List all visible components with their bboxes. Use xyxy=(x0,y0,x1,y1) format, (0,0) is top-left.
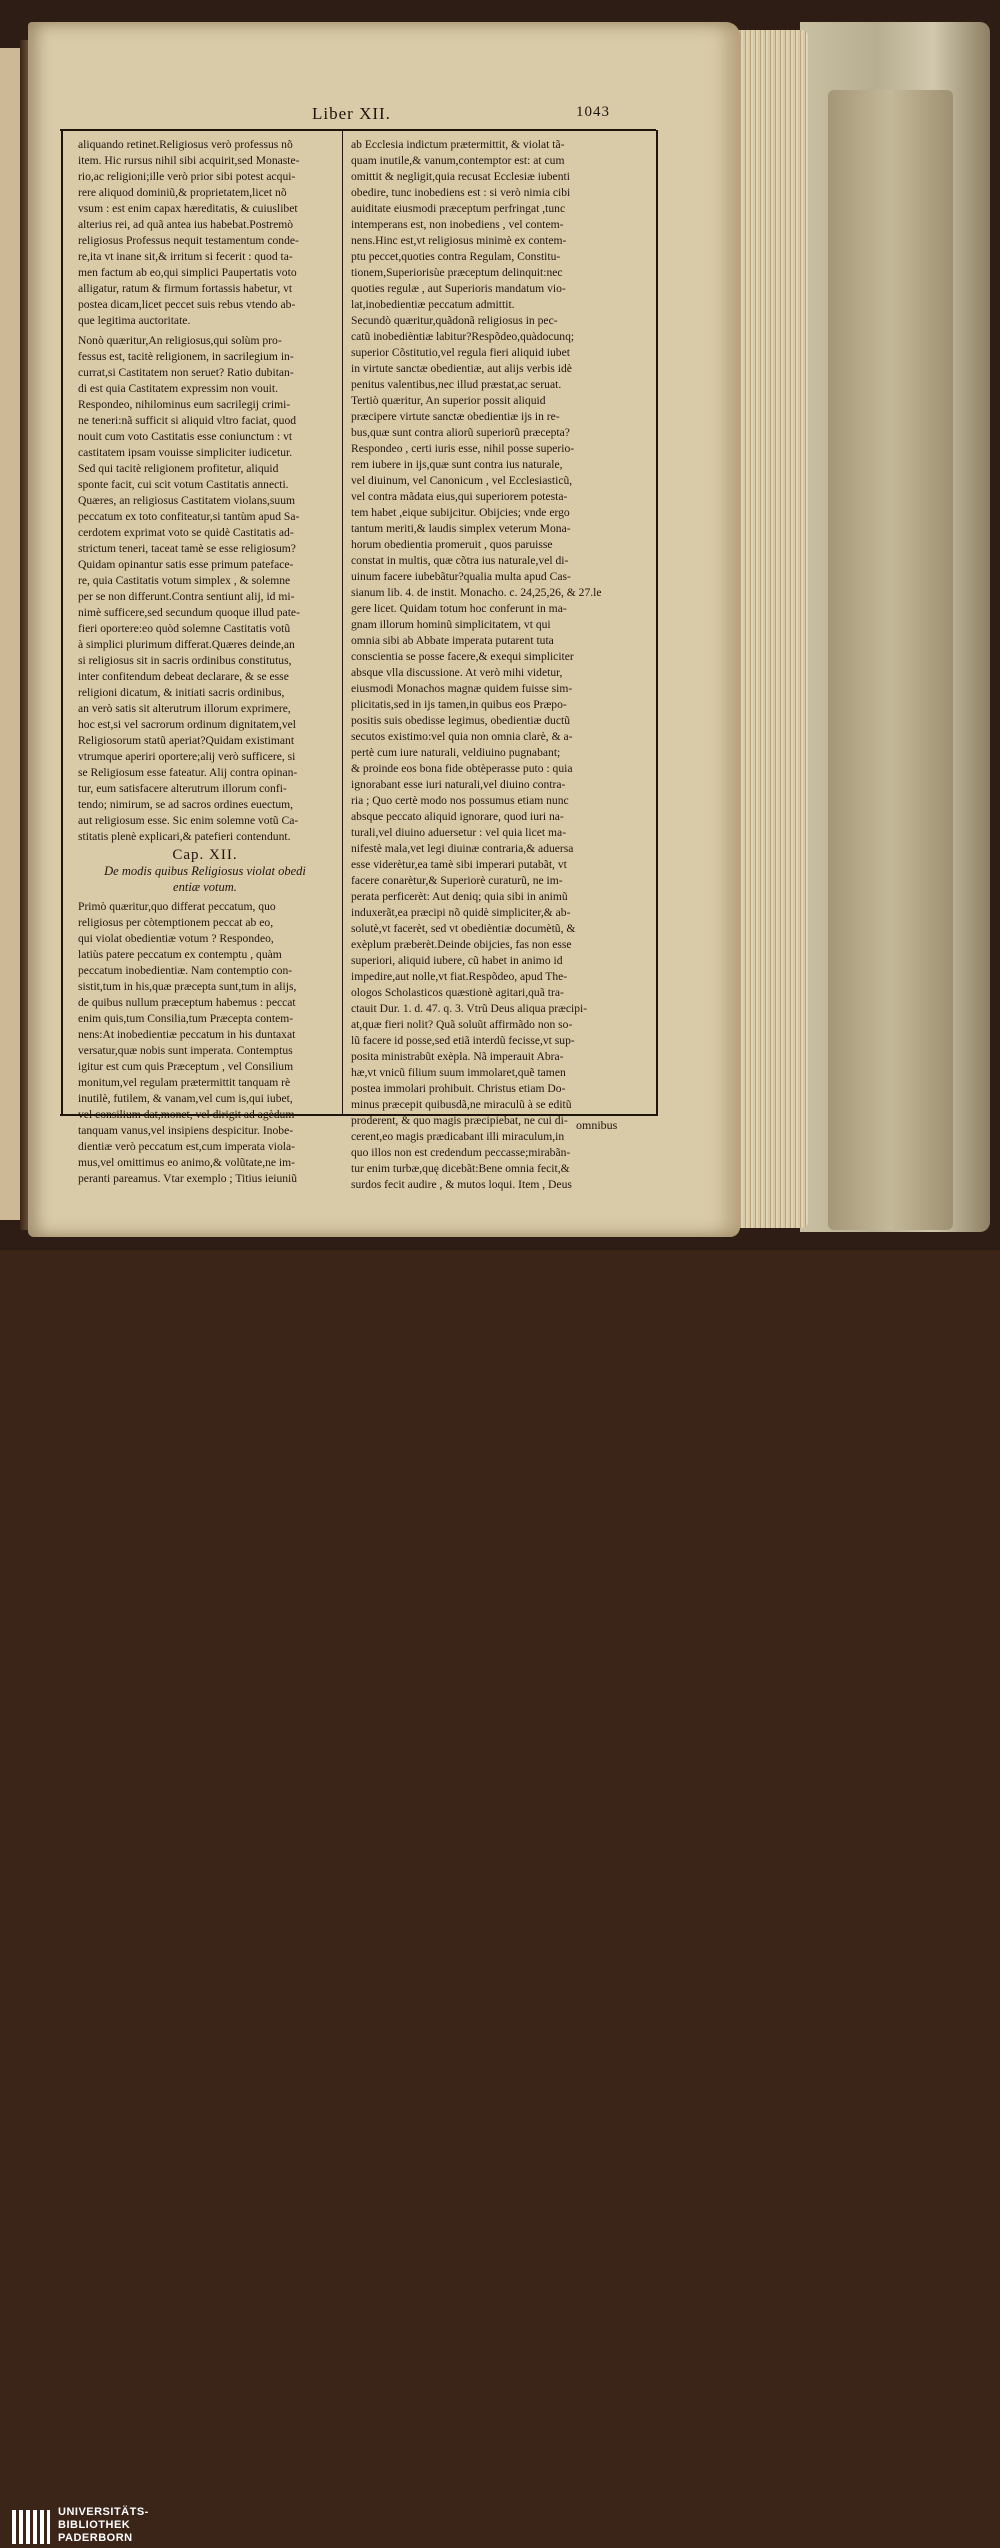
left-page-edge xyxy=(0,48,22,1220)
running-head: Liber XII. xyxy=(312,104,391,123)
paragraph: Tertiò quæritur, An superior possit aliquid præcipere virtute sanctæ obedientiæ ijs in re- bus,quæ sunt contra aliorũ superiorũ præcepta? Respondeo , certi iuris esse, nihil posse superio- rem iubere in ijs,quæ sunt contra ius naturale, vel diuinum, vel Canonicum , vel Ecclesiasticũ, vel contra mãdata eius,qui superiorem potesta- tem habet ,eique subijcitur. Obijcies; vnde ergo tantum meriti,& laudis simplex veterum Mona- horum obedientia promeruit , quos paruisse constat in multis, quæ cõtra ius naturale,vel di- uinum facere iubebãtur?qualia multa apud Cas- sianum lib. 4. de instit. Monacho. c. 24,25,26, & 27.le gere licet. Quidam totum hoc conferunt in ma- gnam illorum hominũ simplicitatem, vt qui omnia sibi ab Abbate imperata putarent tuta conscientia se posse facere,& exequi simpliciter absque vlla discussione. At verò mihi videtur, eiusmodi Monachos magnæ quidem fuisse sim- plicitatis,sed in ijs tamen,in quibus eos Præpo- positis suis obedisse legimus, obedientiæ ductũ secutos existimo:vel quia non omnia clarè, & a- pertè cum iure naturali, veldiuino pugnabant; & proinde eos bona fide obtèperasse puto : quia ignorabant esse iuri naturali,vel diuino contra- ria ; Quo certè modo nos possumus etiam nunc absque peccato aliquid ignorare, quod iuri na- turali,vel diuino aduersetur : vel quia licet ma- nifestè mala,vet legi diuinæ contraria,& aduersa esse viderètur,ea tamè sibi imperari putabãt, vt facere conarètur,& Superiorè curaturũ, ne im- perata perficerèt: Aut deniq; quia sibi in animũ induxerãt,ea præcipi nõ quidè simpliciter,& ab- solutè,vt facerèt, sed vt obedièntiæ documètũ, & exèplum præberèt.Deinde obijcies, fas non esse superiori, aliquid iubere, cũ habet in animo id impedire,aut nolle,vt fiat.Respõdeo, apud The- ologos Scholasticos quæstionè agitari,quã tra- ctauit Dur. 1. d. 47. q. 3. Vtrũ Deus aliqua præcipi- at,quæ fieri nolit? Quã soluũt affirmãdo non so- lũ facere id posse,sed etiã interdũ fecisse,vt sup- posita ministrabũt exèpla. Nã imperauit Abra- hæ,vt vnicũ filium suum immolaret,quẽ tamen postea immolari prohibuit. Christus etiam Do- minus præcepit quibusdã,ne miraculũ à se editũ proderent, & quo magis præcipiebat, ne cui di- cerent,eo magis prædicabant illi miraculum,in quo illos non est credendum peccasse;mirabãn- tur enim turbæ,quę dicebãt:Bene omnia fecit,& surdos fecit audire , & mutos loqui. Item , Deus xyxy=(351,394,602,1191)
right-border-rule xyxy=(656,130,658,1115)
library-footer xyxy=(0,1250,1000,2544)
catchword: omnibus xyxy=(576,1118,618,1132)
chapter-subtitle: De modis quibus Religiosus violat obedi entiæ votum. xyxy=(104,864,306,894)
column-divider-rule xyxy=(342,130,343,1115)
paragraph: Nonò quæritur,An religiosus,qui solùm pro- fessus est, tacitè religionem, in sacrilegium in- currat,si Castitatem non seruet? Ratio dubitan- di est quia Castitatem expressim non vouit. Respondeo, nihilominus eum sacrilegij crimi- ne teneri:nã sufficit si aliquid vltro faciat, quod nouit cum voto Castitatis esse coniunctum : vt castitatem ipsam vouisse simpliciter iudicetur. Sed qui tacitè religionem profitetur, aliquid sponte facit, cui scit votum Castitatis annecti. Quæres, an religiosus Castitatem violans,suum peccatum ex toto confiteatur,si tantùm apud Sa- cerdotem exprimat voto se quidè Castitatis ad- strictum teneri, taceat tamè se esse religiosum? Quidam opinantur satis esse primum pateface- re, quia Castitatis votum simplex , & solemne per se non differunt.Contra sentiunt alij, id mi- nimè sufficere,sed secundum quoque illud pate- fieri oportere:eo quòd solemne Castitatis votũ à simplici plurimum differat.Quæres deinde,an si religiosus sit in sacris ordinibus constitutus, inter confitendum debeat declarare, & se esse religioni dicatum, & initiati sacris ordinibus, an verò satis sit alterutrum illorum exprimere, hoc est,si vel sacrorum ordinum dignitatem,vel Religiosorum statũ aperiat?Quidam existimant vtrumque aperiri oportere;alij verò sufficere, si se Religiosum esse fateatur. Alij contra opinan- tur, eum satisfacere alterutrum illorum confi- tendo; nimirum, se ad sacros ordines euectum, aut religiosum esse. Sic enim solemne votũ Ca- stitatis plenè explicari,& patefieri contendunt. xyxy=(78,334,300,843)
paragraph: Primò quæritur,quo differat peccatum, quo religiosus per còtemptionem peccat ab eo, qui violat obedientiæ votum ? Respondeo, latiùs patere peccatum ex contemptu , quàm peccatum inobedientiæ. Nam contemptio con- sistit,tum in his,quæ præcepta sunt,tum in alijs, de quibus nullum præceptum habemus : peccat enim quis,tum Consilia,tum Præcepta contem- nens:At inobedientiæ peccatum in his duntaxat versatur,quæ nobis sunt imperata. Contemptus igitur est cum quis Præceptum , vel Consilium monitum,vel regulam prætermittit tanquam rè inutilè, futilem, & vanam,vel cum is,qui iubet, vel consilium dat,monet, vel dirigit ad agèdum tanquam vanus,vel insipiens despicitur. Inobe- dientiæ verò peccatum est,cum imperata viola- mus,vel omittimus eo animo,& volũtate,ne im- peranti pareamus. Vtar exemplo ; Titius ieiuniũ xyxy=(78,900,298,1185)
chapter-title: Cap. XII. xyxy=(172,847,238,863)
library-name-line: BIBLIOTHEK xyxy=(58,2519,131,2531)
library-name-line: PADERBORN xyxy=(58,2532,133,2544)
top-rule xyxy=(60,129,656,131)
paragraph: ab Ecclesia indictum prætermittit, & violat tã- quam inutile,& vanum,contemptor est: at cum omittit & negligit,quia recusat Ecclesiæ iubenti obedire, tunc inobediens est : si verò nimia cibi auiditate eiusmodi præceptum perfringat ,tunc intemperans est, non inobediens , vel contem- nens.Hinc est,vt religiosus minimè ex contem- ptu peccet,quoties contra Regulam, Constitu- tionem,Superiorisùe præceptum delinquit:nec quoties regulæ , aut Superioris mandatum vio- lat,inobedientiæ peccatum admittit. xyxy=(351,138,571,311)
book-cover-inner xyxy=(828,90,953,1230)
paragraph: aliquando retinet.Religiosus verò professus nõ item. Hic rursus nihil sibi acquirit,sed Monaste- rio,ac religioni;ille verò prior sibi potest acqui- rere aliquod dominiũ,& proprietatem,licet nõ vsum : est enim capax hæreditatis, & cuiuslibet alterius rei, ad quã antea ius habebat.Postremò religiosus Professus nequit testamentum conde- re,ita vt inane sit,& irritum si fecerit : quod ta- men factum ab eo,qui simplici Paupertatis voto alligatur, ratum & firmum fortassis habetur, vt postea dicam,licet peccet suis rebus vtendo ab- que legitima auctoritate. xyxy=(78,138,300,327)
left-text-column xyxy=(78,137,332,1187)
right-text-column xyxy=(351,137,647,1193)
scanned-book-image xyxy=(0,0,1000,1250)
library-name-line: UNIVERSITÄTS- xyxy=(58,2506,149,2518)
left-border-rule xyxy=(61,130,63,1115)
library-name xyxy=(58,2506,149,2545)
page-block-edges xyxy=(738,30,808,1228)
book-page xyxy=(28,22,740,1237)
page-number: 1043 xyxy=(576,104,610,120)
paragraph: Secundò quæritur,quãdonã religiosus in pec- catũ inobedièntiæ labitur?Respõdeo,quàdocunq; superior Cõstitutio,vel regula fieri aliquid iubet in virtute sanctæ obedientiæ, aut alijs verbis idè penitus valentibus,nec illud præstat,ac seruat. xyxy=(351,314,575,391)
university-library-logo-icon xyxy=(10,2506,52,2548)
